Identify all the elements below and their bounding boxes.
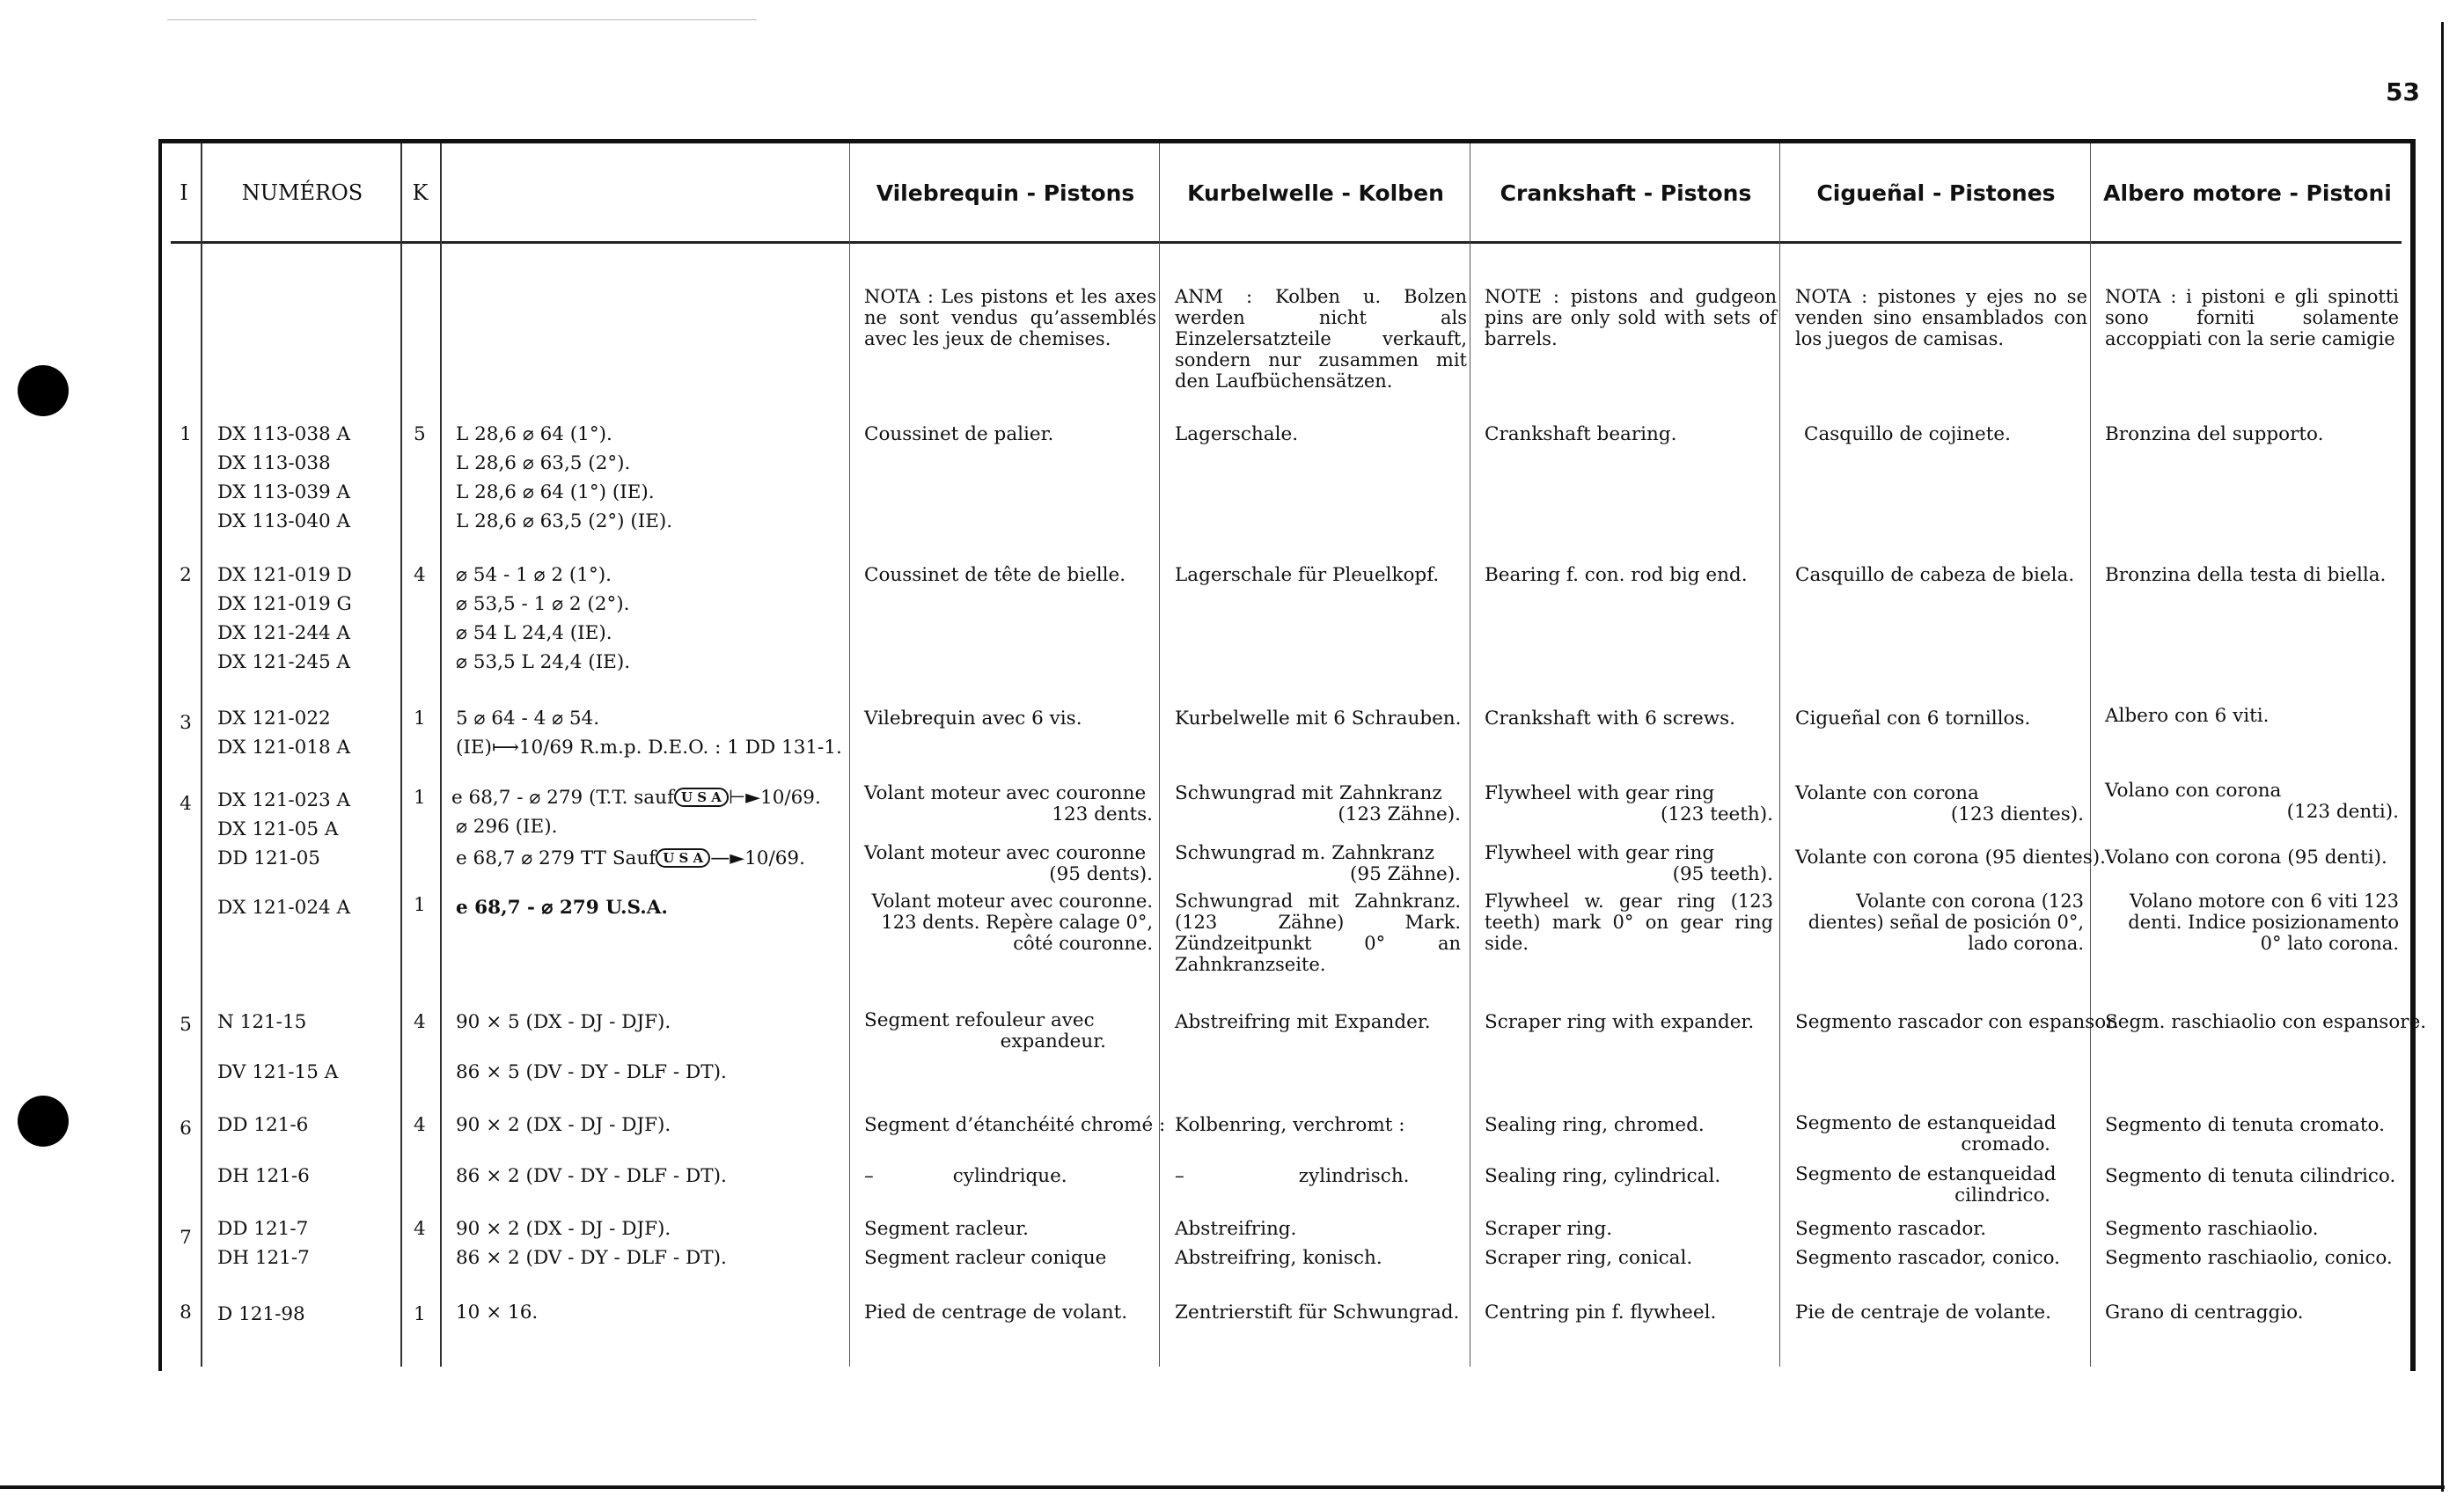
desc-german: Abstreifring. (1175, 1218, 1297, 1240)
spec: 90 × 5 (DX - DJ - DJF). (456, 1011, 671, 1033)
spec: L 28,6 ⌀ 64 (1°). (456, 423, 612, 445)
spec-text: 10/69. (760, 787, 821, 809)
part-number: DH 121-6 (217, 1165, 310, 1187)
desc-english: Scraper ring, conical. (1485, 1247, 1693, 1269)
desc-spanish: Segmento de estanqueidad cromado. (1795, 1112, 2057, 1155)
desc-italian: Bronzina della testa di biella. (2105, 564, 2387, 586)
row-index: 1 (180, 423, 192, 445)
desc-english: Bearing f. con. rod big end. (1485, 564, 1748, 586)
desc-spanish: Segmento de estanqueidad cilindrico. (1795, 1163, 2057, 1206)
desc-french: Coussinet de palier. (864, 423, 1054, 445)
note-english: NOTE : pistons and gudgeon pins are only sold with sets of barrels. (1485, 286, 1777, 349)
part-number: DD 121-6 (217, 1114, 309, 1136)
row-index: 3 (180, 712, 192, 734)
quantity: 1 (414, 1303, 426, 1325)
spec: L 28,6 ⌀ 64 (1°) (IE). (456, 481, 655, 503)
desc-english: Sealing ring, chromed. (1485, 1114, 1705, 1136)
header-german: Kurbelwelle - Kolben (1187, 180, 1444, 206)
spec (451, 783, 821, 812)
desc-french: Segment racleur. (864, 1218, 1029, 1240)
column-divider (201, 143, 202, 1367)
desc-spanish: Segmento rascador, conico. (1795, 1247, 2061, 1269)
spec: 86 × 2 (DV - DY - DLF - DT). (456, 1247, 727, 1269)
part-number: DH 121-7 (217, 1247, 310, 1269)
header-i: I (180, 180, 188, 205)
header-k: K (412, 180, 429, 205)
note-spanish: NOTA : pistones y ejes no se venden sino ensamblados con los juegos de camisas. (1795, 286, 2087, 349)
spec: L 28,6 ⌀ 63,5 (2°) (IE). (456, 510, 673, 532)
spec: 90 × 2 (DX - DJ - DJF). (456, 1114, 671, 1136)
desc-english: Scraper ring with expander. (1485, 1011, 1755, 1033)
header-spanish: Cigueñal - Pistones (1816, 180, 2056, 206)
usa-badge: U S A (674, 788, 729, 807)
quantity: 1 (414, 787, 426, 809)
desc-spanish: Pie de centraje de volante. (1795, 1302, 2051, 1324)
usa-badge: U S A (656, 848, 710, 868)
desc-english: Centring pin f. flywheel. (1485, 1302, 1717, 1324)
punch-hole (18, 1096, 69, 1147)
part-number: DX 121-245 A (217, 651, 351, 673)
part-number: DX 113-038 A (217, 423, 351, 445)
desc-french: Volant moteur avec couronne (95 dents). (864, 842, 1153, 885)
note-french: NOTA : Les pistons et les axes ne sont vendus qu’assemblés avec les jeux de chemises. (864, 286, 1156, 349)
desc-german: Schwungrad mit Zahnkranz (123 Zähne). (1175, 782, 1461, 825)
desc-german: Kolbenring, verchromt : (1175, 1114, 1405, 1136)
desc-german: Schwungrad mit Zahnkranz. (123 Zähne) Mark. Zündzeitpunkt 0° an Zahnkranzseite. (1175, 891, 1461, 975)
part-number: DX 113-038 (217, 452, 331, 474)
desc-italian: Segmento di tenuta cromato. (2105, 1114, 2385, 1136)
spec: 5 ⌀ 64 - 4 ⌀ 54. (456, 708, 600, 730)
desc-german: Abstreifring, konisch. (1175, 1247, 1382, 1269)
desc-french: Volant moteur avec couronne. 123 dents. Repère calage 0°, côté couronne. (871, 891, 1153, 954)
column-divider (1779, 143, 1780, 1367)
desc-german: Schwungrad m. Zahnkranz (95 Zähne). (1175, 842, 1461, 885)
column-divider (849, 143, 850, 1367)
spec: 86 × 5 (DV - DY - DLF - DT). (456, 1061, 727, 1083)
part-number: DX 121-244 A (217, 622, 351, 644)
part-number: D 121-98 (217, 1303, 305, 1325)
desc-french: Pied de centrage de volant. (864, 1302, 1128, 1324)
part-number: DX 121-05 A (217, 818, 339, 840)
row-index: 5 (180, 1014, 192, 1036)
part-number: DX 121-022 (217, 708, 331, 730)
row-index: 2 (180, 564, 192, 586)
spec: 10 × 16. (456, 1302, 539, 1324)
note-italian: NOTA : i pistoni e gli spinotti sono forniti solamente accoppiati con la serie camigie (2105, 286, 2399, 349)
spec: ⌀ 54 - 1 ⌀ 2 (1°). (456, 564, 612, 586)
desc-english: Sealing ring, cylindrical. (1485, 1165, 1721, 1187)
desc-german: Lagerschale. (1175, 423, 1299, 445)
desc-french: Coussinet de tête de bielle. (864, 564, 1126, 586)
part-number: N 121-15 (217, 1011, 307, 1033)
desc-english: Crankshaft bearing. (1485, 423, 1677, 445)
quantity: 1 (414, 894, 426, 916)
desc-spanish: Volante con corona (123 dientes) señal de posición 0°, lado corona. (1808, 891, 2084, 954)
note-german: ANM : Kolben u. Bolzen werden nicht als Einzelersatzteile verkauft, sondern nur zusammen mit den Laufbüchensätzen. (1175, 286, 1467, 392)
desc-italian: Segmento raschiaolio, conico. (2105, 1247, 2393, 1269)
desc-spanish: Casquillo de cojinete. (1804, 423, 2011, 445)
row-index: 8 (180, 1302, 192, 1324)
punch-hole (18, 365, 69, 416)
part-number: DV 121-15 A (217, 1061, 339, 1083)
spec: L 28,6 ⌀ 63,5 (2°). (456, 452, 631, 474)
part-number: DX 113-039 A (217, 481, 351, 503)
desc-spanish: Segmento rascador. (1795, 1218, 1987, 1240)
header-numeros: NUMÉROS (241, 180, 363, 205)
quantity: 4 (414, 1114, 426, 1136)
desc-english: Crankshaft with 6 screws. (1485, 708, 1736, 730)
quantity: 1 (414, 708, 426, 730)
desc-italian: Segmento di tenuta cilindrico. (2105, 1165, 2396, 1187)
desc-spanish: Casquillo de cabeza de biela. (1795, 564, 2075, 586)
part-number: DX 121-018 A (217, 737, 351, 759)
desc-italian: Bronzina del supporto. (2105, 423, 2324, 445)
spec: 90 × 2 (DX - DJ - DJF). (456, 1218, 671, 1240)
desc-french: Segment refouleur avec expandeur. (864, 1009, 1106, 1052)
desc-german: Abstreifring mit Expander. (1175, 1011, 1431, 1033)
spec-text: e 68,7 - ⌀ 279 (T.T. sauf (451, 787, 674, 809)
desc-english: Flywheel with gear ring (95 teeth). (1485, 842, 1773, 885)
header-italian: Albero motore - Pistoni (2103, 180, 2392, 206)
quantity: 4 (414, 564, 426, 586)
part-number: DX 121-019 D (217, 564, 352, 586)
spec: ⌀ 53,5 L 24,4 (IE). (456, 651, 631, 673)
desc-spanish: Segmento rascador con espansor. (1795, 1011, 2119, 1033)
desc-english: Flywheel with gear ring (123 teeth). (1485, 782, 1773, 825)
desc-german: Kurbelwelle mit 6 Schrauben. (1175, 708, 1462, 730)
row-index: 7 (180, 1227, 192, 1249)
desc-spanish: Cigueñal con 6 tornillos. (1795, 708, 2031, 730)
column-divider (2090, 143, 2091, 1367)
desc-french: Segment racleur conique (864, 1247, 1107, 1269)
desc-german: – zylindrisch. (1175, 1165, 1410, 1187)
arrow-icon: —► (710, 847, 745, 869)
desc-german: Zentrierstift für Schwungrad. (1175, 1302, 1460, 1324)
top-hairline (167, 19, 757, 20)
desc-italian: Segm. raschiaolio con espansore. (2105, 1011, 2427, 1033)
arrow-icon: ⊢► (728, 787, 761, 809)
row-index: 4 (180, 793, 192, 815)
desc-italian: Albero con 6 viti. (2105, 705, 2270, 727)
spec (456, 844, 805, 873)
column-divider (400, 143, 402, 1367)
desc-spanish: Volante con corona (95 dientes). (1795, 847, 2107, 869)
desc-italian: Volano con corona (123 denti). (2105, 780, 2399, 823)
row-index: 6 (180, 1118, 192, 1140)
spec: (IE)⟼10/69 R.m.p. D.E.O. : 1 DD 131-1. (456, 737, 842, 759)
desc-italian: Grano di centraggio. (2105, 1302, 2304, 1324)
spec: e 68,7 - ⌀ 279 U.S.A. (456, 897, 668, 919)
part-number: DX 121-023 A (217, 789, 351, 811)
header-french: Vilebrequin - Pistons (876, 180, 1135, 206)
desc-english: Scraper ring. (1485, 1218, 1613, 1240)
page-number: 53 (2386, 77, 2420, 106)
spec-text: e 68,7 ⌀ 279 TT Sauf (456, 847, 656, 869)
desc-italian: Volano con corona (95 denti). (2105, 847, 2387, 869)
desc-french: Segment d’étanchéité chromé : (864, 1114, 1166, 1136)
column-divider (440, 143, 442, 1367)
spec-text: 10/69. (744, 847, 805, 869)
quantity: 4 (414, 1011, 426, 1033)
desc-italian: Segmento raschiaolio. (2105, 1218, 2319, 1240)
header-english: Crankshaft - Pistons (1500, 180, 1752, 206)
part-number: DX 113-040 A (217, 510, 351, 532)
part-number: DD 121-7 (217, 1218, 309, 1240)
desc-french: – cylindrique. (864, 1165, 1067, 1187)
header-underline (171, 241, 2402, 244)
part-number: DX 121-019 G (217, 593, 352, 615)
spec: ⌀ 54 L 24,4 (IE). (456, 622, 612, 644)
bottom-line (0, 1485, 2445, 1489)
desc-french: Vilebrequin avec 6 vis. (864, 708, 1082, 730)
quantity: 4 (414, 1218, 426, 1240)
spec: ⌀ 53,5 - 1 ⌀ 2 (2°). (456, 593, 630, 615)
desc-french: Volant moteur avec couronne 123 dents. (864, 782, 1153, 825)
right-margin-line (2441, 22, 2444, 1492)
spec: ⌀ 296 (IE). (456, 816, 558, 838)
desc-english: Flywheel w. gear ring (123 teeth) mark 0° on gear ring side. (1485, 891, 1773, 954)
spec: 86 × 2 (DV - DY - DLF - DT). (456, 1165, 727, 1187)
desc-italian: Volano motore con 6 viti 123 denti. Indice posizionamento 0° lato corona. (2128, 891, 2399, 954)
part-number: DD 121-05 (217, 847, 320, 869)
desc-spanish: Volante con corona (123 dientes). (1795, 782, 2084, 825)
column-divider (1159, 143, 1160, 1367)
quantity: 5 (414, 423, 426, 445)
desc-german: Lagerschale für Pleuelkopf. (1175, 564, 1440, 586)
part-number: DX 121-024 A (217, 897, 351, 919)
